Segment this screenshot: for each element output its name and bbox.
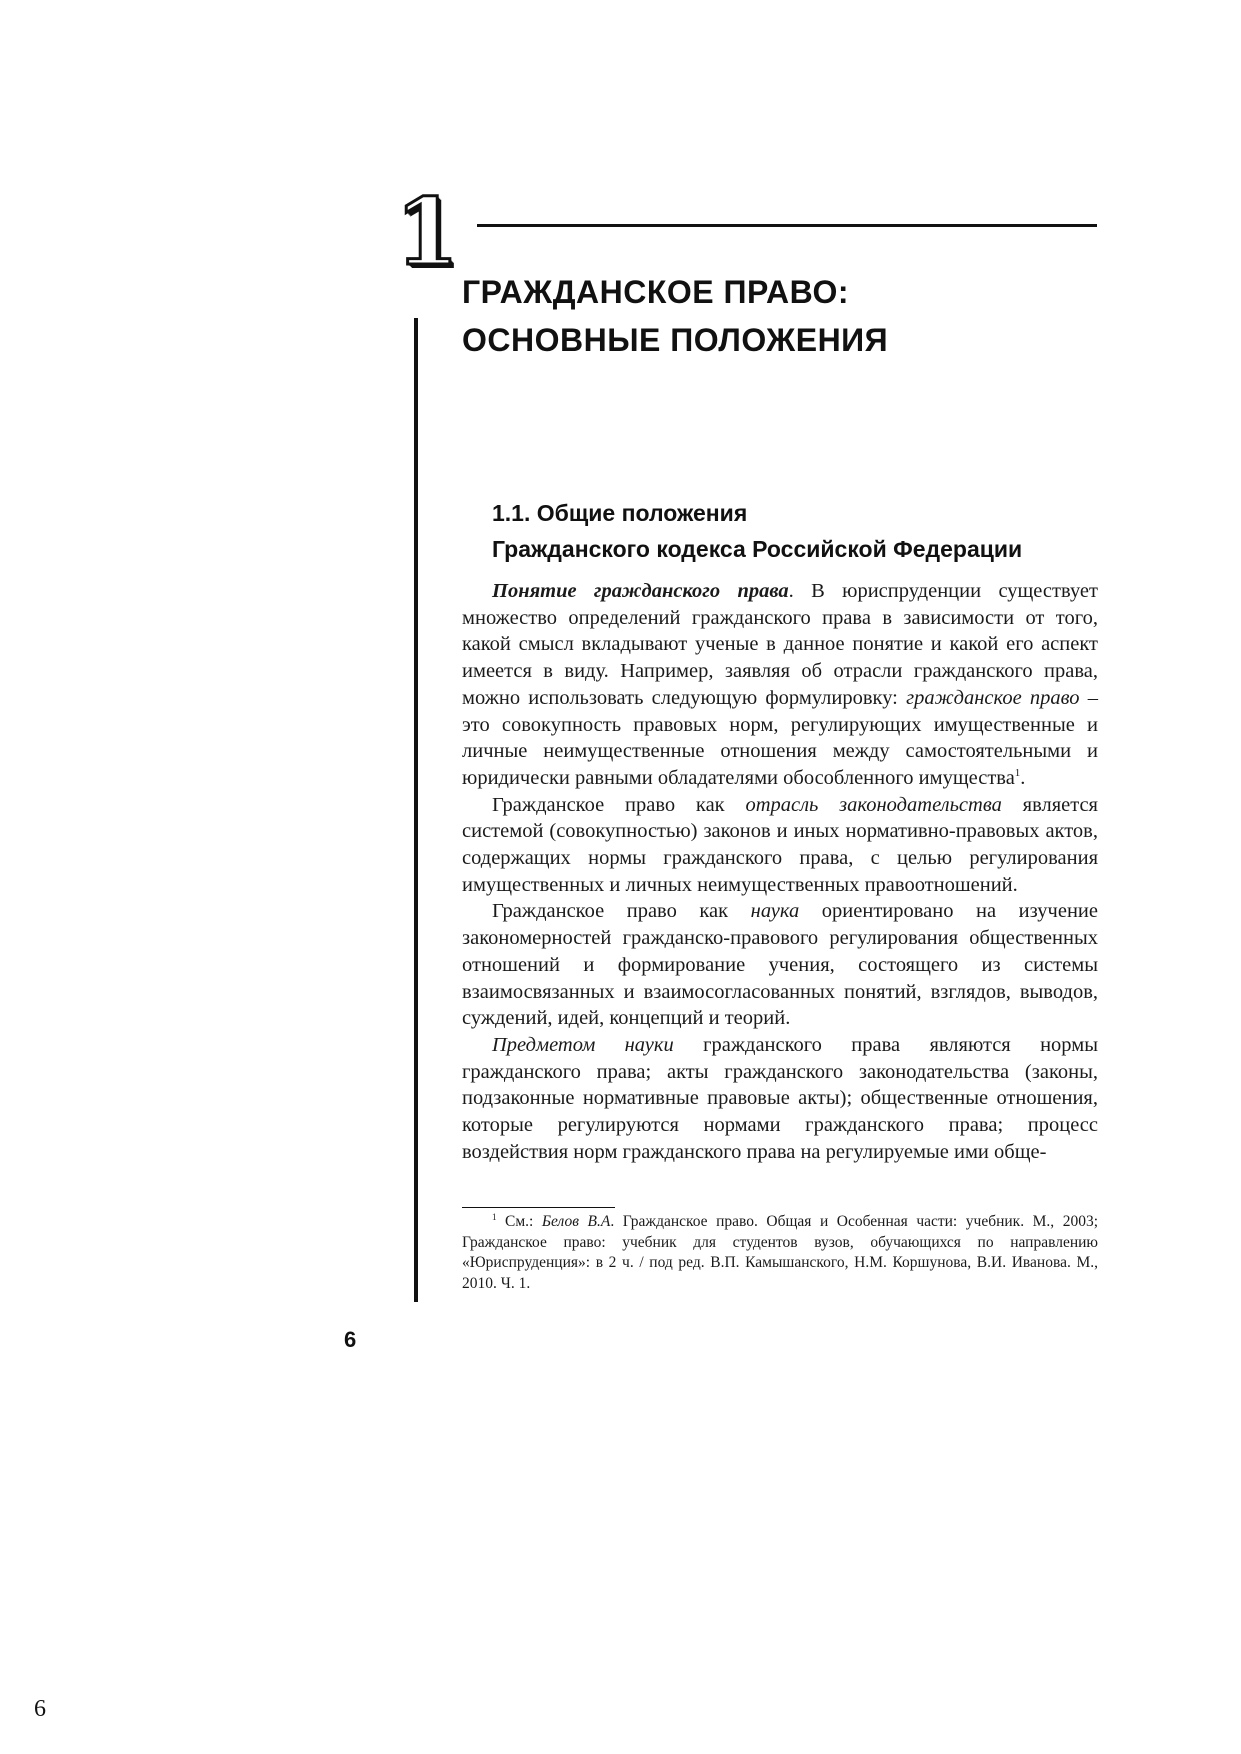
footnote-marker: 1 — [492, 1211, 497, 1222]
chapter-number: 1 — [395, 178, 460, 286]
paragraph-text: ориентировано на изучение закономерностей гражданско-правового регулирования общественных отношений и формирование учения, состоящего из системы взаимосвязанных и взаимосогласованных понятий, взглядов, выводов, суждений, идей, концепций и теорий. — [462, 900, 1098, 1030]
footnote — [462, 1212, 1098, 1294]
section-title-line2: Гражданского кодекса Российской Федерации — [492, 536, 1023, 562]
footnote-separator — [462, 1207, 615, 1208]
chapter-side-rule — [414, 318, 418, 1302]
term-civil-law: гражданское право — [906, 686, 1080, 709]
footnote-text: . Гражданское право. Общая и Особенная части: учебник. М., 2003; Гражданское право: учебник для студентов вузов, обучающихся по направлению «Юриспруденция»: в 2 ч. / под ред. В.П. Камышанского, Н.М. Коршунова, В.И. Иванова. М., 2010. Ч. 1. — [462, 1213, 1098, 1292]
paragraph-subject — [462, 1032, 1098, 1166]
page-number-inner: 6 — [344, 1327, 357, 1352]
chapter-title — [462, 268, 888, 364]
footnote-reference: 1 — [1014, 767, 1021, 780]
paragraph-science — [462, 898, 1098, 1032]
term-civil-law-concept: Понятие гражданского права — [492, 580, 789, 602]
paragraph-text: является системой (совокупностью) законов и иных нормативно-правовых актов, содержащих нормы гражданского права, с целью регулирования имущественных и личных неимущественных правоотношений. — [462, 793, 1098, 896]
paragraph-text: . — [1020, 766, 1026, 789]
paragraph-legislation — [462, 792, 1098, 899]
paragraph-text: . В юриспруденции существует множество определений гражданского права в зависимости от того, какой смысл вкладывают ученые в данное понятие и какой его аспект имеется в виду. Например, заявляя об отрасли гражданского права, можно использовать следующую формулировку: — [462, 580, 1098, 709]
chapter-top-rule — [477, 224, 1097, 227]
chapter-title-line2: ОСНОВНЫЕ ПОЛОЖЕНИЯ — [462, 322, 889, 358]
footnote-author: Белов В.А — [541, 1213, 611, 1230]
section-title-line1: 1.1. Общие положения — [492, 500, 748, 526]
paragraph-text: Гражданское право как — [492, 900, 751, 923]
chapter-title-line1: ГРАЖДАНСКОЕ ПРАВО: — [462, 274, 849, 310]
term-subject-of-science: Предметом науки — [492, 1033, 674, 1056]
paragraph-text: гражданского права являются нормы гражданского права; акты гражданского законодательства (законы, подзаконные нормативные правовые акты); общественные отношения, которые регулируются нормами гражданского права; процесс воздействия норм гражданского права на регулируемые ими обще- — [462, 1033, 1098, 1163]
page-number-outer: 6 — [34, 1696, 46, 1722]
body-text — [462, 578, 1098, 1165]
section-title — [492, 495, 1022, 567]
footnote-prefix: См.: — [496, 1213, 542, 1230]
term-branch-of-legislation: отрасль законодательства — [745, 793, 1002, 816]
paragraph-text: Гражданское право как — [492, 793, 746, 816]
term-science: наука — [750, 900, 800, 923]
paragraph-text: – это совокупность правовых норм, регулирующих имущественные и личные неимущественные отношения между самостоятельными и юридически равными обладателями обособленного имущества — [462, 686, 1098, 789]
paragraph-definition — [462, 578, 1098, 792]
